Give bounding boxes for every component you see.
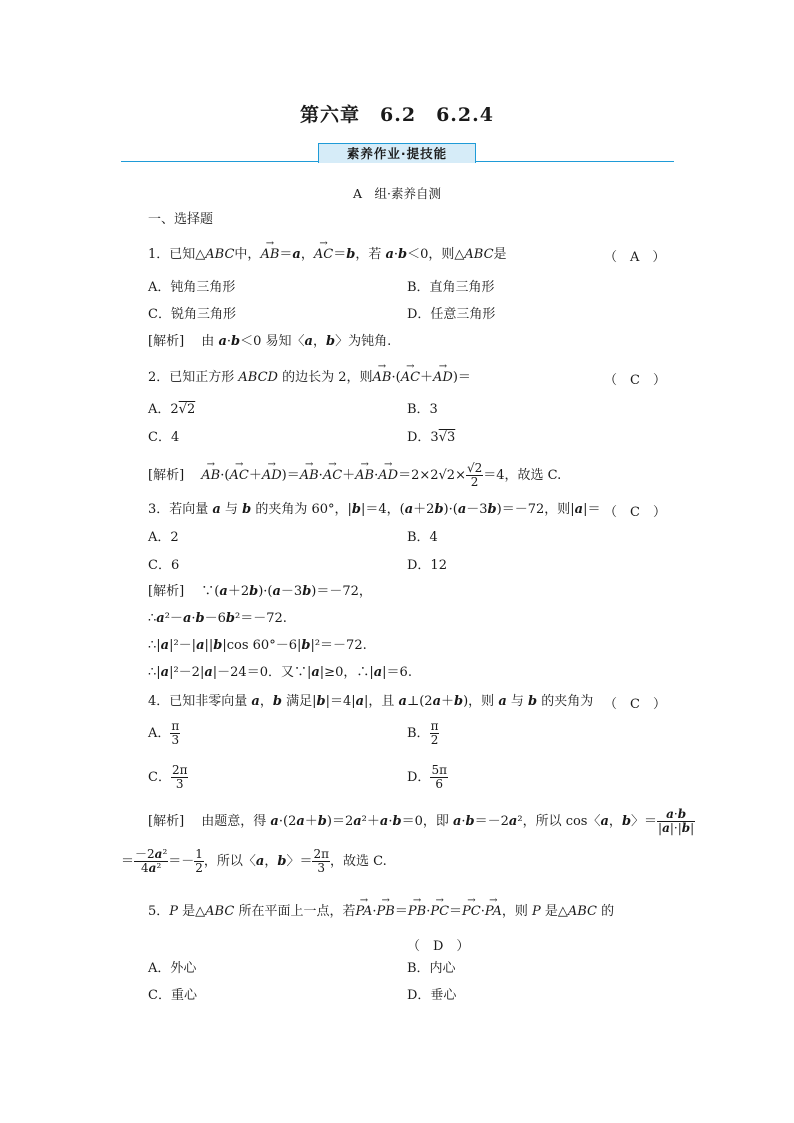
q1-option-c: C．锐角三角形 bbox=[148, 307, 236, 322]
q4-analysis: [解析] 由题意，得 a·(2a＋b)＝2a²＋a·b＝0，即 a·b＝－2a²，所以 cos〈a，b〉＝ $\frac{a\cdot b}{|a|\cdot|b|}$ bbox=[148, 807, 695, 835]
group-heading: A 组·素养自测 bbox=[352, 186, 441, 201]
q2-answer: （ C ） bbox=[604, 373, 666, 388]
q1-analysis bbox=[148, 333, 391, 351]
page-title: 第六章 6.2 6.2.4 bbox=[300, 104, 494, 126]
q3-analysis-line-2: ∴a²－a·b－6b²＝－72. bbox=[148, 611, 287, 626]
section-heading: 一、选择题 bbox=[148, 212, 214, 227]
q3-option-c: C．6 bbox=[148, 558, 180, 573]
q3-analysis-line-4: ∴|a|²－2|a|－24＝0．又∵|a|≥0，∴|a|＝6. bbox=[148, 665, 412, 680]
q4-answer: （ C ） bbox=[604, 697, 666, 712]
q5-answer: （ D ） bbox=[407, 939, 470, 954]
q1-option-b: B．直角三角形 bbox=[407, 280, 495, 295]
q5-option-d: D．垂心 bbox=[407, 988, 457, 1003]
q3-option-b: B．4 bbox=[407, 530, 438, 545]
q3-stem: 3．若向量 a 与 b 的夹角为 60°，|b|＝4，(a＋2b)·(a－3b)＝－72，则|a|＝ bbox=[148, 502, 601, 517]
analysis-tag: [解析] bbox=[148, 814, 185, 829]
q2-option-c: C．4 bbox=[148, 430, 180, 445]
q4-stem: 4．已知非零向量 a，b 满足|b|＝4|a|，且 a⊥(2a＋b)，则 a 与 b 的夹角为 bbox=[148, 694, 594, 709]
q4-option-b: B． $\frac{\pi}{2}$ bbox=[407, 719, 439, 747]
q5-option-b: B．内心 bbox=[407, 961, 456, 976]
q2-analysis: [解析] → AB·(→ AC＋→ AD)＝→ AB·→ AC＋→ AB·→ AD＝2×2√2× $\frac{√2}{2}$ ＝4，故选 C. bbox=[148, 462, 561, 489]
analysis-tag: [解析] bbox=[148, 334, 185, 349]
q5-stem: 5．P 是△ABC 所在平面上一点，若→ PA·→ PB＝→ PB·→ PC＝→ PC·→ PA，则 P 是△ABC 的 bbox=[148, 903, 674, 921]
q1-option-a: A．钝角三角形 bbox=[148, 280, 236, 295]
q1-answer: （ A ） bbox=[604, 250, 666, 265]
q2-option-b: B．3 bbox=[407, 402, 438, 417]
q3-option-d: D．12 bbox=[407, 558, 447, 573]
q1-stem bbox=[148, 246, 507, 264]
analysis-tag: [解析] bbox=[148, 584, 185, 599]
q4-analysis-line-2: ＝ $\frac{\text{－2a²}}{\text{4a²}}$ ＝－ $\frac{1}{2}$ ，所以〈a，b〉＝ $\frac{2\pi}{3}$ ，故选 C. bbox=[121, 847, 387, 875]
section-banner: 素养作业·提技能 bbox=[318, 143, 476, 163]
q3-analysis: [解析] ∵(a＋2b)·(a－3b)＝－72， bbox=[148, 584, 372, 599]
q2-option-a: A．2√2 bbox=[148, 402, 196, 417]
q1-option-d: D．任意三角形 bbox=[407, 307, 496, 322]
q2-option-d: D．3√3 bbox=[407, 430, 456, 445]
analysis-tag: [解析] bbox=[148, 468, 185, 483]
q3-answer: （ C ） bbox=[604, 505, 666, 520]
q1-analysis-text: 由 a·b＜0 易知〈a，b〉为钝角. bbox=[188, 334, 392, 349]
q4-option-d: D． $\frac{5\pi}{6}$ bbox=[407, 763, 447, 791]
q3-analysis-line-3: ∴|a|²－|a||b|cos 60°－6|b|²＝－72. bbox=[148, 638, 367, 653]
q1-stem-text: 1．已知△ABC中，→ AB＝a，→ AC＝b，若 a·b＜0，则△ABC是 bbox=[148, 247, 507, 262]
q4-option-a: A． $\frac{\pi}{3}$ bbox=[148, 719, 180, 747]
q2-stem: 2．已知正方形 ABCD 的边长为 2，则→ AB·(→ AC＋→ AD)＝ bbox=[148, 369, 471, 387]
q5-option-c: C．重心 bbox=[148, 988, 197, 1003]
q5-option-a: A．外心 bbox=[148, 961, 197, 976]
q3-option-a: A．2 bbox=[148, 530, 179, 545]
q4-option-c: C． $\frac{2\pi}{3}$ bbox=[148, 763, 188, 791]
